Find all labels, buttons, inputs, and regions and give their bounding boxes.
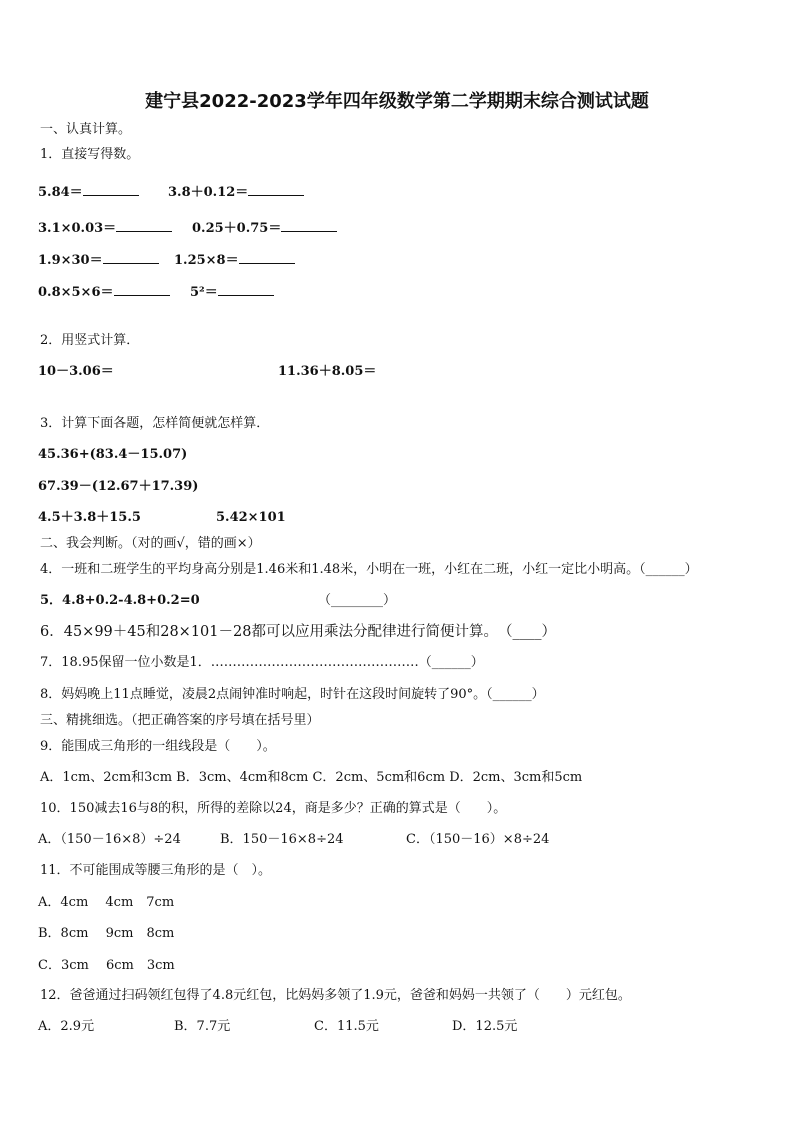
q5-text: 5．4.8+0.2-4.8+0.2=0 <box>40 593 200 608</box>
section1-heading: 一、认真计算。 <box>40 122 132 137</box>
q2-item: 10－3.06＝ <box>38 364 114 379</box>
q9-stem: 9．能围成三角形的一组线段是（ ）。 <box>40 739 276 754</box>
q10-stem: 10．150减去16与8的积，所得的差除以24，商是多少？正确的算式是（ ）。 <box>40 801 507 816</box>
q1-item: 0.25＋0.75＝ <box>192 219 337 237</box>
q12-option: C．11.5元 <box>314 1019 379 1034</box>
q11-option: A．4cm 4cm 7cm <box>38 895 175 910</box>
q7-text: 7．18.95保留一位小数是1．…………………………………………（______） <box>40 655 484 670</box>
q1-item: 3.1×0.03＝ <box>38 219 172 237</box>
q11-option: B．8cm 9cm 8cm <box>38 926 175 941</box>
page-title: 建宁县2022-2023学年四年级数学第二学期期末综合测试试题 <box>145 91 649 112</box>
q1-item: 5.84＝ <box>38 183 139 201</box>
section3-heading: 三、精挑细选。（把正确答案的序号填在括号里） <box>40 713 320 728</box>
q3-item: 67.39－(12.67＋17.39) <box>38 479 199 494</box>
answer-blank[interactable] <box>116 219 172 232</box>
q2-item: 11.36＋8.05＝ <box>278 364 377 379</box>
q12-option: B．7.7元 <box>174 1019 231 1034</box>
q1-item: 3.8＋0.12＝ <box>168 183 304 201</box>
q3-label: 3．计算下面各题，怎样简便就怎样算． <box>40 416 270 431</box>
q1-item: 1.9×30＝ <box>38 251 159 269</box>
q12-option: A．2.9元 <box>38 1019 95 1034</box>
q10-option: C．（150－16）×8÷24 <box>406 832 550 847</box>
q1-item: 5²＝ <box>190 283 274 301</box>
q10-option: A．（150－16×8）÷24 <box>38 832 181 847</box>
answer-blank[interactable] <box>248 183 304 196</box>
q5-answer-paren[interactable]: （________） <box>318 593 397 608</box>
answer-blank[interactable] <box>281 219 337 232</box>
q3-item: 5.42×101 <box>216 510 286 525</box>
q12-option: D．12.5元 <box>452 1019 518 1034</box>
q2-label: 2．用竖式计算． <box>40 333 140 348</box>
q10-option: B．150－16×8÷24 <box>220 832 344 847</box>
q8-text: 8．妈妈晚上11点睡觉，凌晨2点闹钟准时响起，时针在这段时间旋转了90°。（______） <box>40 687 545 702</box>
q11-option: C．3cm 6cm 3cm <box>38 958 175 973</box>
q1-item: 1.25×8＝ <box>174 251 295 269</box>
answer-blank[interactable] <box>83 183 139 196</box>
q6-text: 6．45×99＋45和28×101－28都可以应用乘法分配律进行简便计算。 （____） <box>40 624 556 640</box>
answer-blank[interactable] <box>103 251 159 264</box>
q1-label: 1．直接写得数。 <box>40 147 140 162</box>
q1-item: 0.8×5×6＝ <box>38 283 170 301</box>
q12-stem: 12．爸爸通过扫码领红包得了4.8元红包，比妈妈多领了1.9元，爸爸和妈妈一共领了（ ）元红包。 <box>40 988 631 1003</box>
q9-options: A．1cm、2cm和3cm B．3cm、4cm和8cm C．2cm、5cm和6cm D．2cm、3cm和5cm <box>40 770 583 785</box>
answer-blank[interactable] <box>218 283 274 296</box>
q4-text: 4．一班和二班学生的平均身高分别是1.46米和1.48米，小明在一班，小红在二班，小红一定比小明高。（______） <box>40 562 698 577</box>
q11-stem: 11．不可能围成等腰三角形的是（ ）。 <box>40 863 272 878</box>
q3-item: 4.5＋3.8＋15.5 <box>38 510 141 525</box>
answer-blank[interactable] <box>114 283 170 296</box>
q3-item: 45.36+(83.4－15.07) <box>38 447 188 462</box>
section2-heading: 二、我会判断。（对的画√，错的画×） <box>40 536 261 551</box>
answer-blank[interactable] <box>239 251 295 264</box>
